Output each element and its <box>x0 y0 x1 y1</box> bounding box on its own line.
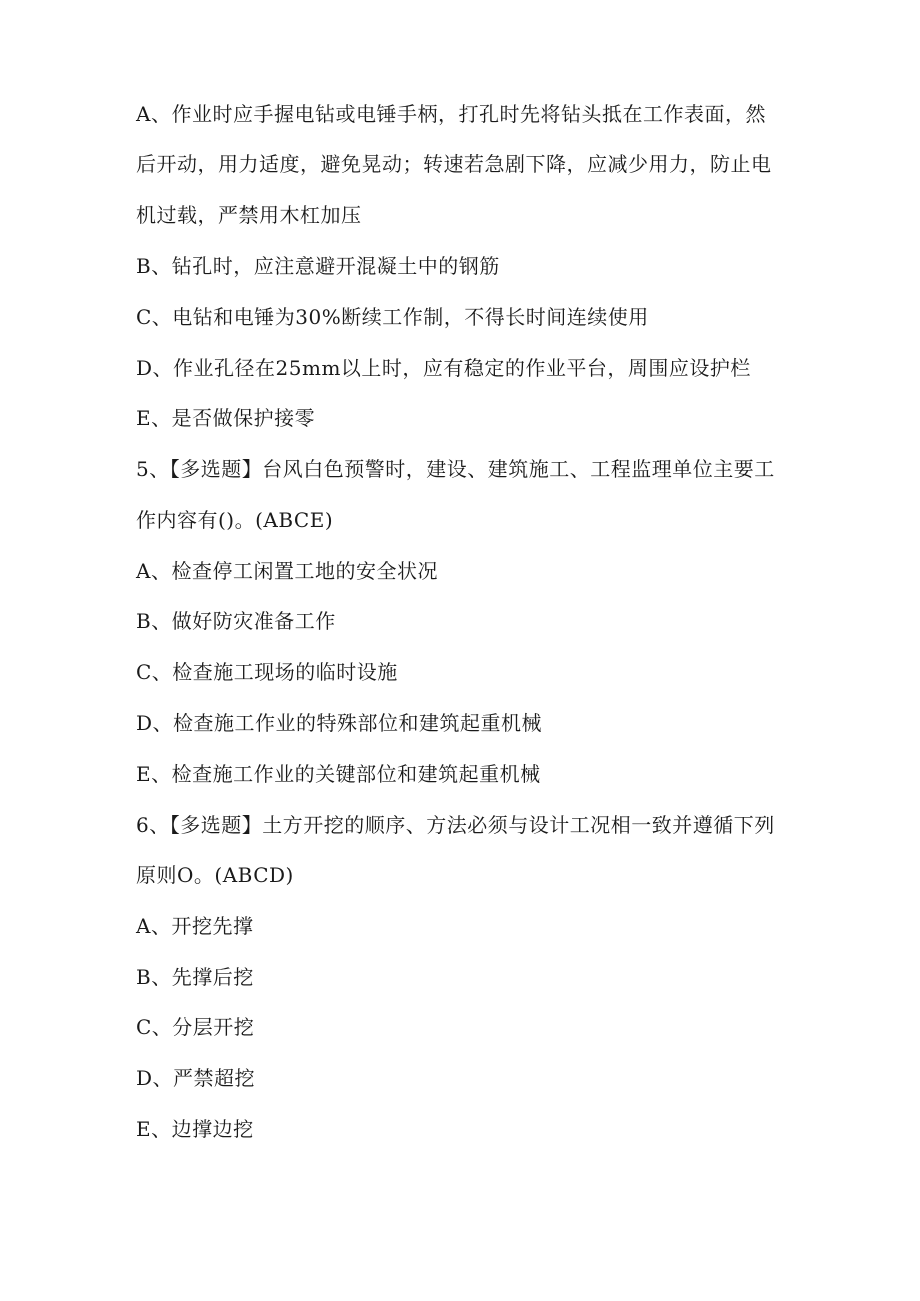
option-line: B、钻孔时，应注意避开混凝土中的钢筋 <box>136 254 500 278</box>
option-line: C、分层开挖 <box>136 1015 255 1039</box>
question-line: 原则O。(ABCD) <box>136 863 294 887</box>
option-line: E、检查施工作业的关键部位和建筑起重机械 <box>136 762 541 786</box>
option-line: D、严禁超挖 <box>136 1066 256 1090</box>
option-line: A、开挖先撑 <box>136 914 254 938</box>
option-line: A、检查停工闲置工地的安全状况 <box>136 559 438 583</box>
option-line: A、作业时应手握电钻或电锤手柄，打孔时先将钻头抵在工作表面，然 <box>136 102 766 126</box>
option-line: 后开动，用力适度，避免晃动；转速若急剧下降，应减少用力，防止电 <box>136 152 772 176</box>
option-line: E、是否做保护接零 <box>136 406 316 430</box>
option-line: 机过载，严禁用木杠加压 <box>136 203 362 227</box>
option-line: C、电钻和电锤为30%断续工作制，不得长时间连续使用 <box>136 305 649 329</box>
option-line: C、检查施工现场的临时设施 <box>136 660 398 684</box>
option-line: D、检查施工作业的特殊部位和建筑起重机械 <box>136 711 543 735</box>
question-line: 作内容有()。(ABCE) <box>136 508 334 532</box>
option-line: D、作业孔径在25mm以上时，应有稳定的作业平台，周围应设护栏 <box>136 356 751 380</box>
option-line: E、边撑边挖 <box>136 1117 254 1141</box>
question-line: 5、【多选题】台风白色预警时，建设、建筑施工、工程监理单位主要工 <box>136 457 775 481</box>
question-line: 6、【多选题】土方开挖的顺序、方法必须与设计工况相一致并遵循下列 <box>136 813 775 837</box>
option-line: B、做好防灾准备工作 <box>136 609 336 633</box>
option-line: B、先撑后挖 <box>136 965 254 989</box>
